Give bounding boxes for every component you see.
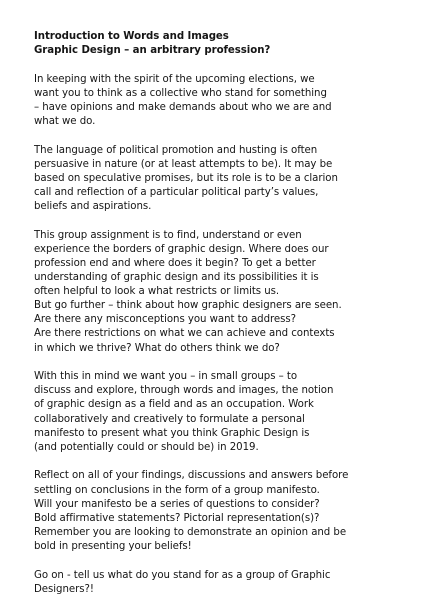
text-line: often helpful to look a what restricts or limits us. [34,286,280,298]
text-line: of graphic design as a field and as an occupation. Work [34,399,314,411]
text-line: bold in presenting your beliefs! [34,540,192,552]
text-line: discuss and explore, through words and images, the notion [34,385,334,397]
text-line: beliefs and aspirations. [34,201,152,213]
paragraph-small-groups [34,370,404,455]
text-line: manifesto to present what you think Graphic Design is [34,427,310,439]
paragraph-closing [34,569,404,597]
text-line: Reflect on all of your findings, discussions and answers before [34,470,349,482]
text-line: Bold affirmative statements? Pictorial representation(s)? [34,512,320,524]
text-line: The language of political promotion and husting is often [34,144,318,156]
text-line: But go further – think about how graphic designers are seen. [34,300,342,312]
document-title [34,30,404,58]
text-line: persuasive in nature (or at least attempts to be). It may be [34,158,333,170]
text-line: want you to think as a collective who stand for something [34,87,327,99]
text-line: Are there restrictions on what we can achieve and contexts [34,328,335,340]
paragraph-political-language [34,144,404,214]
subtitle-line: Graphic Design – an arbitrary profession? [34,45,271,57]
text-line: This group assignment is to find, understand or even [34,229,302,241]
text-line: With this in mind we want you – in small groups – to [34,371,298,383]
paragraph-group-assignment [34,229,404,356]
paragraph-reflect [34,469,404,554]
paragraph-intro [34,73,404,129]
text-line: In keeping with the spirit of the upcoming elections, we [34,73,315,85]
text-line: profession end and where does it begin? To get a better [34,258,316,269]
text-line: Designers?! [34,583,94,595]
document-page [34,30,404,597]
text-line: what we do. [34,116,96,128]
text-line: Go on - tell us what do you stand for as a group of Graphic [34,569,331,581]
text-line: in which we thrive? What do others think we do? [34,342,280,354]
text-line: (and potentially could or should be) in 2019. [34,441,259,453]
text-line: collaboratively and creatively to formulate a personal [34,413,305,425]
text-line: Will your manifesto be a series of questions to consider? [34,498,320,510]
text-line: based on speculative promises, but its role is to be a clarion [34,172,338,184]
title-line: Introduction to Words and Images [34,31,229,42]
text-line: – have opinions and make demands about who we are and [34,101,332,113]
text-line: Are there any misconceptions you want to address? [34,314,297,326]
text-line: call and reflection of a particular political party’s values, [34,187,319,199]
text-line: understanding of graphic design and its possibilities it is [34,272,319,284]
text-line: experience the borders of graphic design. Where does our [34,243,329,255]
text-line: Remember you are looking to demonstrate an opinion and be [34,526,347,538]
text-line: settling on conclusions in the form of a group manifesto. [34,484,320,496]
